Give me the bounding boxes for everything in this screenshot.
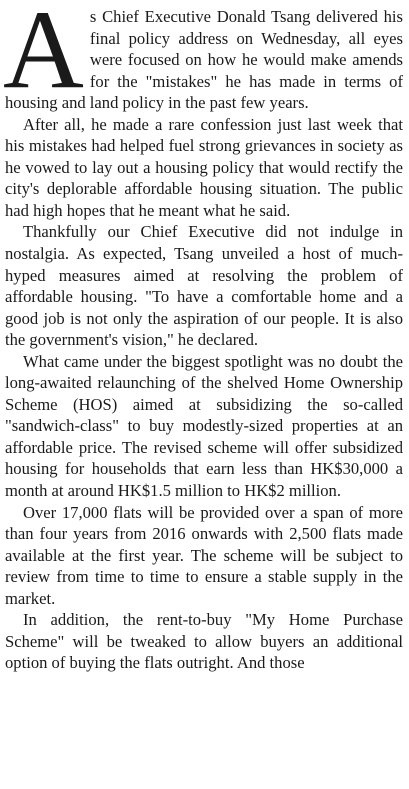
article-paragraph-5: Over 17,000 flats will be provided over a span of more than four years from 2016 onwards with 2,500 flats made available at the first year. The scheme will be subject to review from time to time to ensure a stable supply in the market. bbox=[5, 502, 403, 608]
article-body bbox=[3, 0, 403, 674]
article-paragraph-6: In addition, the rent-to-buy "My Home Purchase Scheme" will be tweaked to allow buyers an additional option of buying the flats outright. And those bbox=[5, 610, 403, 673]
article-paragraph-3: Thankfully our Chief Executive did not indulge in nostalgia. As expected, Tsang unveiled a host of much-hyped measures aimed at resolving the problem of affordable housing. "To have a comfortable home and a good job is not only the aspiration of our people. It is also the government's vision," he declared. bbox=[5, 222, 403, 350]
article-paragraph-2: After all, he made a rare confession just last week that his mistakes had helped fuel strong grievances in society as he vowed to lay out a housing policy that would rectify the city's deplorable affordable housing situation. The public had high hopes that he meant what he said. bbox=[5, 114, 403, 220]
article-paragraph-1 bbox=[3, 0, 403, 114]
article-paragraph-4: What came under the biggest spotlight was no doubt the long-awaited relaunching of the shelved Home Ownership Scheme (HOS) aimed at subsidizing the so-called "sandwich-class" to buy modestly-sized properties at an affordable price. The revised scheme will offer subsidized housing for households that earn less than HK$30,000 a month at around HK$1.5 million to HK$2 million. bbox=[5, 351, 403, 501]
paragraph-text: s Chief Executive Donald Tsang delivered his final policy address on Wednesday, all eyes were focused on how he would make amends for the "mistakes" he has made in terms of housing and land policy in the past few years. bbox=[5, 7, 403, 113]
drop-cap: A bbox=[3, 0, 84, 112]
